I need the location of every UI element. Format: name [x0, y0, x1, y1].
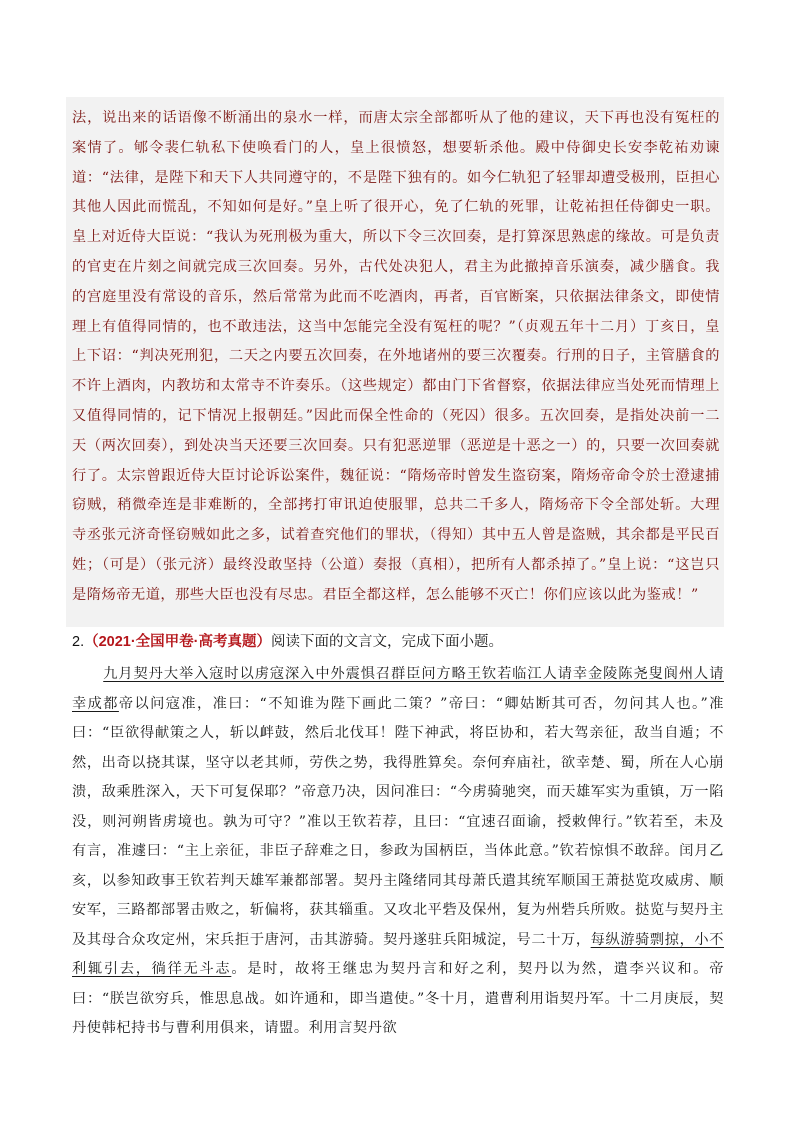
- underlined-middle-sentence: 每纵游骑剽掠，小不利辄引去，徜徉无斗志: [72, 931, 724, 977]
- passage-tail: 。是时，故将王继忠为契丹言和好之利，契丹以为然，遣李兴议和。帝曰：“朕岂欲穷兵，惟思息战。如许通和，即当遣使。”冬十月，遣曹利用诣契丹军。十二月庚辰，契丹使韩杞持书与曹利用俱来，请盟。利用言契丹欲: [72, 961, 724, 1036]
- answer-translation-text: 法，说出来的话语像不断涌出的泉水一样，而唐太宗全部都听从了他的建议，天下再也没有冤枉的案情了。郇令裴仁轨私下使唤看门的人，皇上很愤怒，想要斩杀他。殿中侍御史长安李乾祐劝谏道：“法律，是陛下和天下人共同遵守的，不是陛下独有的。如今仁轨犯了轻罪却遭受极刑，臣担心其他人因此而慌乱，不知如何是好。”皇上听了很开心，免了仁轨的死罪，让乾祐担任侍御史一职。皇上对近侍大臣说：“我认为死刑极为重大，所以下令三次回奏，是打算深思熟虑的缘故。可是负责的官吏在片刻之间就完成三次回奏。另外，古代处决犯人，君主为此撤掉音乐演奏，减少膳食。我的宫庭里没有常设的音乐，然后常常为此而不吃酒肉，再者，百官断案，只依据法律条文，即使情理上有值得同情的，也不敢违法，这当中怎能完全没有冤枉的呢？”（贞观五年十二月）丁亥日，皇上下诏：“判决死刑犯，二天之内要五次回奏，在外地诸州的要三次覆奏。行刑的日子，主管膳食的不许上酒肉，内教坊和太常寺不许奏乐。（这些规定）都由门下省督察，依据法律应当处死而情理上又值得同情的，记下情况上报朝廷。”因此而保全性命的（死囚）很多。五次回奏，是指处决前一二天（两次回奏），到处决当天还要三次回奏。只有犯恶逆罪（恶逆是十恶之一）的，只要一次回奏就行了。太宗曾跟近侍大臣讨论诉讼案件，魏征说：“隋炀帝时曾发生盗窃案，隋炀帝命令於士澄逮捕窃贼，稍微牵连是非难断的，全部拷打审讯迫使服罪，总共二千多人，隋炀帝下令全部处斩。大理寺丞张元济奇怪窃贼如此之多，试着查究他们的罪状，（得知）其中五人曾是盗贼，其余都是平民百姓；（可是）（张元济）最终没敢坚持（公道）奏报（真相），把所有人都杀掉了。”皇上说：“这岂只是隋炀帝无道，那些大臣也没有尽忠。君臣全都这样，怎么能够不灭亡！你们应该以此为鉴戒！”: [72, 110, 720, 603]
- question-number: 2.: [72, 634, 85, 650]
- passage-body: 帝以问寇准，准曰：“不知谁为陛下画此二策？”帝曰：“卿姑断其可否，勿问其人也。”准曰：“臣欲得献策之人，斩以衅鼓，然后北伐耳！陛下神武，将臣协和，若大驾亲征，敌当自遁；不然，出奇以挠其谋，坚守以老其师，劳佚之势，我得胜算矣。奈何弃庙社，欲幸楚、蜀，所在人心崩溃，敌乘胜深入，天下可复保耶？”帝意乃决，因问准曰：“今虏骑驰突，而天雄军实为重镇，万一陷没，则河朔皆虏境也。孰为可守？”准以王钦若荐，且曰：“宜速召面谕，授敕俾行。”钦若至，未及有言，准遽曰：“主上亲征，非臣子辞难之日，参政为国柄臣，当体此意。”钦若惊惧不敢辞。闰月乙亥，以参知政事王钦若判天雄军兼都部署。契丹主隆绪同其母萧氏遣其统军顺国王萧挞览攻威虏、顺安军，三路都部署击败之，斩偏将，获其辎重。又攻北平砦及保州，复为州砦兵所败。挞览与契丹主及其母合众攻定州，宋兵拒于唐河，击其游骑。契丹遂驻兵阳城淀，号二十万，: [72, 695, 724, 948]
- question-source: （2021·全国甲卷·高考真题）: [84, 634, 272, 650]
- classical-chinese-passage: [72, 660, 724, 1044]
- underlined-opening-sentence: 九月契丹大举入寇时以虏寇深入中外震惧召群臣问方略王钦若临江人请幸金陵陈尧叟阆州人请幸成都: [72, 666, 724, 712]
- question-heading: [72, 630, 722, 654]
- question-prompt: 阅读下面的文言文，完成下面小题。: [271, 634, 504, 650]
